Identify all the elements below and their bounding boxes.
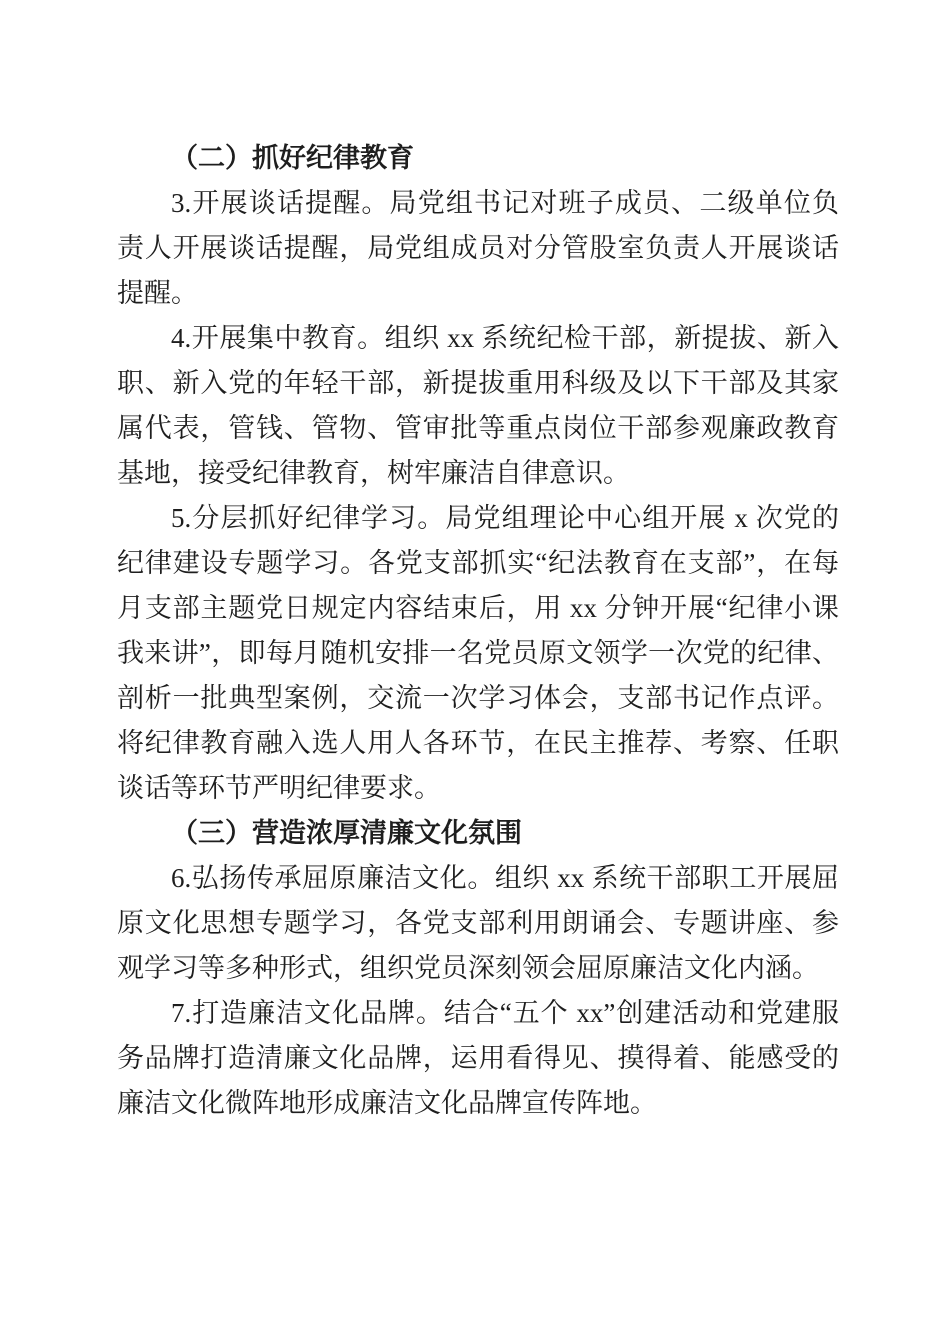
- section-heading-clean-culture: （三）营造浓厚清廉文化氛围: [171, 818, 522, 848]
- paragraph-3-talk-reminders: 3.开展谈话提醒。局党组书记对班子成员、二级单位负责人开展谈话提醒，局党组成员对分管股室负责人开展谈话提醒。: [117, 188, 839, 308]
- paragraph-6-quyuan-culture: 6.弘扬传承屈原廉洁文化。组织 xx 系统干部职工开展屈原文化思想专题学习，各党支部利用朗诵会、专题讲座、参观学习等多种形式，组织党员深刻领会屈原廉洁文化内涵。: [117, 863, 839, 983]
- paragraph-4-concentrated-education: 4.开展集中教育。组织 xx 系统纪检干部，新提拔、新入职、新入党的年轻干部，新提拔重用科级及以下干部及其家属代表，管钱、管物、管审批等重点岗位干部参观廉政教育基地，接受纪律教育，树牢廉洁自律意识。: [117, 323, 839, 488]
- paragraph-5-layered-discipline-study: 5.分层抓好纪律学习。局党组理论中心组开展 x 次党的纪律建设专题学习。各党支部抓实“纪法教育在支部”，在每月支部主题党日规定内容结束后，用 xx 分钟开展“纪律小课我来讲”，即每月随机安排一名党员原文领学一次党的纪律、剖析一批典型案例，交流一次学习体会，支部书记作点评。将纪律教育融入选人用人各环节，在民主推荐、考察、任职谈话等环节严明纪律要求。: [117, 503, 839, 803]
- document-body: [117, 136, 839, 1126]
- section-heading-discipline-education: （二）抓好纪律教育: [171, 143, 414, 173]
- paragraph-7-culture-brand: 7.打造廉洁文化品牌。结合“五个 xx”创建活动和党建服务品牌打造清廉文化品牌，运用看得见、摸得着、能感受的廉洁文化微阵地形成廉洁文化品牌宣传阵地。: [117, 998, 839, 1118]
